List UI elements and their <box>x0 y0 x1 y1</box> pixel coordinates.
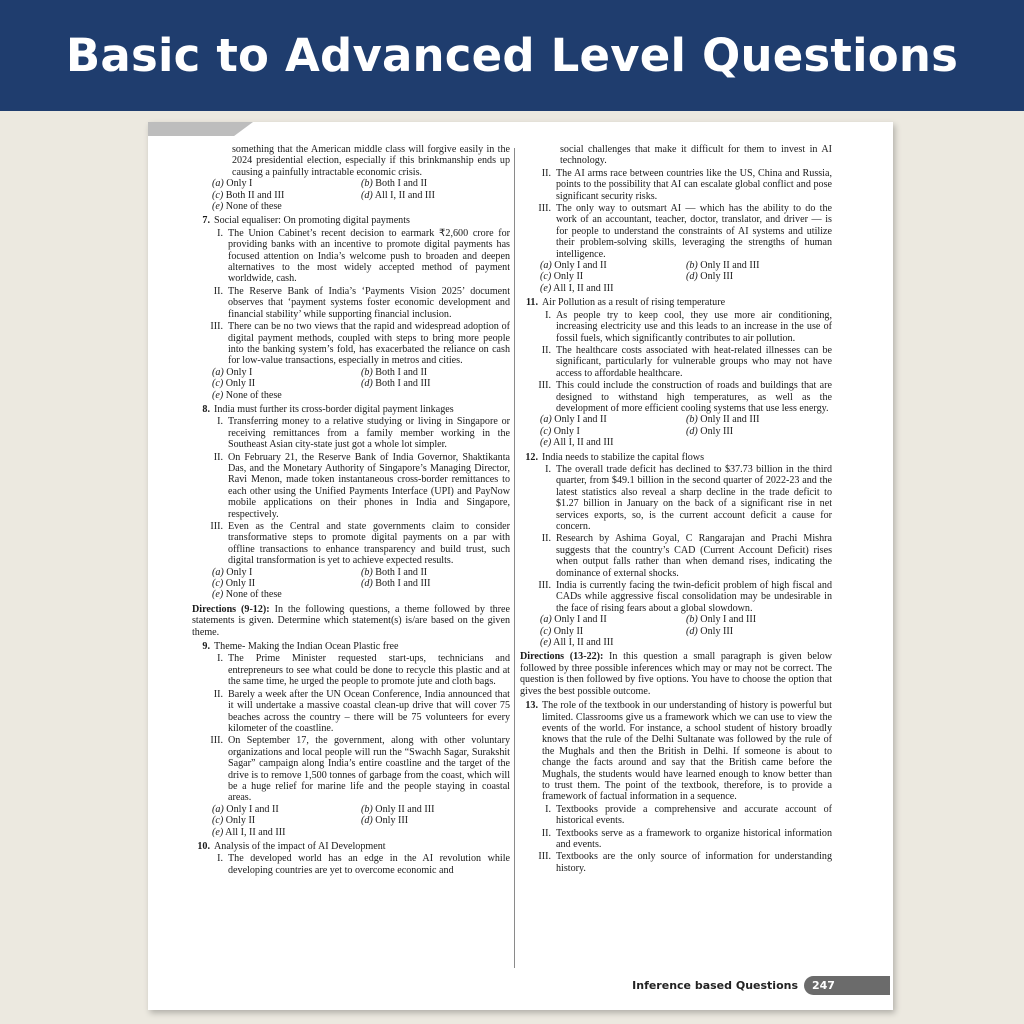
answer-option: (e) All I, II and III <box>540 282 614 294</box>
answer-option: (e) None of these <box>212 589 282 601</box>
directions-text: In this question a small paragraph is given below followed by three possible inferences which may or may not be correct. The question is then followed by five options. You have to choose the option that gives the best possible outcome. <box>520 651 832 697</box>
statement-text: The only way to outsmart AI — which has the ability to do the work of an accountant, teacher, doctor, translator, and driver — is for people to understand the constraints of AI systems and utilize their problem-solving skills, leveraging the strengths of human intelligence. <box>556 203 832 260</box>
statement-text: India is currently facing the twin-deficit problem of high fiscal and CADs while aggressive fiscal consolidation may be undesirable in the face of rising fears about a global slowdown. <box>556 580 832 614</box>
option-key: (b) <box>686 260 698 272</box>
question-number: 12. <box>525 451 538 463</box>
answer-option: (b) Only II and III <box>361 803 435 815</box>
statement <box>192 853 510 876</box>
answer-option: (d) Both I and III <box>361 578 431 590</box>
statement-list <box>520 464 832 614</box>
statement <box>192 653 510 687</box>
statement-text: Textbooks are the only source of information for understanding history. <box>556 851 832 874</box>
answer-option: (c) Only II <box>212 815 256 827</box>
statement <box>192 452 510 520</box>
option-key: (d) <box>361 578 373 590</box>
statement-list <box>520 804 832 874</box>
question-10-continued <box>520 168 832 260</box>
footer-section-title: Inference based Questions <box>632 979 798 992</box>
option-key: (a) <box>540 614 552 626</box>
statement <box>520 851 832 874</box>
directions-text: In the following questions, a theme followed by three statements is given. Determine which statement(s) is/are based on the given theme. <box>192 603 511 638</box>
statement-numeral: II. <box>213 688 223 700</box>
option-key: (c) <box>212 189 224 201</box>
page-number: 247 <box>804 976 890 995</box>
statement-list <box>520 310 832 415</box>
answer-option: (c) Only II <box>540 625 584 637</box>
answer-option: (e) None of these <box>212 389 282 401</box>
statement-numeral: I. <box>217 653 223 665</box>
answer-option: (b) Both I and II <box>361 566 428 578</box>
question-title: Social equaliser: On promoting digital payments <box>214 215 410 227</box>
directions-label: Directions (13-22): <box>520 651 604 663</box>
statement-text: Even as the Central and state governments claim to consider transformative steps to promote digital payments on a par with offline transactions to enhance transparency and build trust, such digital transformation is yet to achieve expected results. <box>228 521 510 567</box>
question-10 <box>192 841 510 876</box>
statement <box>192 521 510 567</box>
answer-option: (d) All I, II and III <box>361 189 436 201</box>
statement-numeral: II. <box>541 533 551 545</box>
question-header <box>192 641 510 652</box>
header-banner <box>0 0 1024 111</box>
statement <box>192 416 510 450</box>
statement-numeral: I. <box>545 463 551 475</box>
option-key: (b) <box>361 803 373 815</box>
statement-text: This could include the construction of roads and buildings that are designed to withstand high temperatures, as well as the development of more efficient cooling systems that use less energy. <box>556 380 832 414</box>
answer-option: (c) Only II <box>212 378 256 390</box>
option-key: (a) <box>540 260 552 272</box>
answer-option: (b) Both I and II <box>361 366 428 378</box>
statement-numeral: III. <box>210 735 223 747</box>
question-title: Air Pollution as a result of rising temperature <box>542 297 726 309</box>
option-key: (b) <box>686 614 698 626</box>
statement-list <box>192 853 510 876</box>
statement <box>520 804 832 827</box>
answer-option: (b) Both I and II <box>361 178 428 190</box>
options-grid <box>192 804 510 838</box>
page-corner-tab <box>148 122 253 136</box>
statement-text: As people try to keep cool, they use more air conditioning, increasing electricity use and this leads to an increase in the use of fossil fuels, which significantly contributes to air pollution. <box>556 309 832 344</box>
option-key: (e) <box>212 389 224 401</box>
statement-numeral: III. <box>538 851 551 863</box>
option-key: (c) <box>212 378 224 390</box>
answer-option: (a) Only I <box>212 366 253 378</box>
statement-numeral: I. <box>217 416 223 428</box>
answer-option: (d) Only III <box>686 425 734 437</box>
right-column <box>520 144 832 874</box>
question-title: Analysis of the impact of AI Development <box>214 840 386 852</box>
question-number: 9. <box>202 641 210 653</box>
directions-9-12 <box>192 604 510 638</box>
question-11 <box>520 297 832 448</box>
statement-text: On February 21, the Reserve Bank of India Governor, Shaktikanta Das, and the Monetary Authority of Singapore’s Managing Director, Ravi Menon, made token instantaneous cross-border remittances to each other using the Unified Payments Interface (UPI) and PayNow mobile applications on their phones in India and Singapore, respectively. <box>228 451 510 520</box>
answer-option: (e) All I, II and III <box>540 437 614 449</box>
page-footer <box>632 976 890 995</box>
option-key: (e) <box>212 201 224 213</box>
statement-numeral: II. <box>213 451 223 463</box>
options-grid <box>192 567 510 601</box>
statement-text: Barely a week after the UN Ocean Conference, India announced that it will undertake a massive coastal clean-up drive that will cover 75 beaches across the country – there will be 75 volunteers for every kilometer of the coastline. <box>228 688 510 734</box>
statement <box>192 286 510 320</box>
question-7 <box>192 215 510 401</box>
answer-option: (b) Only II and III <box>686 414 760 426</box>
question-header <box>520 297 832 308</box>
question-header <box>192 841 510 852</box>
options-grid <box>192 367 510 401</box>
statement <box>520 828 832 851</box>
statement-text: Research by Ashima Goyal, C Rangarajan and Prachi Mishra suggests that the country’s CAD (Current Account Deficit) rises when output falls rather than when demand rises, indicating the dominance of external shocks. <box>556 533 832 579</box>
answer-option: (b) Only II and III <box>686 260 760 272</box>
statement <box>192 689 510 735</box>
option-key: (c) <box>212 578 224 590</box>
option-key: (a) <box>212 566 224 578</box>
option-key: (d) <box>686 271 698 283</box>
answer-option: (c) Both II and III <box>212 189 285 201</box>
carryover-text: social challenges that make it difficult for them to invest in AI technology. <box>560 144 832 167</box>
option-key: (d) <box>361 189 373 201</box>
statement-text: On September 17, the government, along with other voluntary organizations and local people will run the “Swachh Sagar, Surakshit Sagar” campaign along India’s entire coastline and the target of the drive is to remove 1,500 tonnes of garbage from the coast, which will be a huge relief for marine life and the people staying in coastal areas. <box>228 735 510 804</box>
statement-text: Textbooks provide a comprehensive and accurate account of historical events. <box>556 803 832 827</box>
left-column <box>192 144 510 876</box>
statement <box>520 345 832 379</box>
column-divider <box>514 148 515 968</box>
statement-text: The healthcare costs associated with heat-related illnesses can be significant, particularly for vulnerable groups who may not have access to affordable healthcare. <box>556 344 832 379</box>
statement-text: The Prime Minister requested start-ups, technicians and entrepreneurs to see what could be done to recycle this plastic and at the same time, he urged the people to promote jute and cloth bags. <box>228 653 510 688</box>
statement-numeral: II. <box>541 827 551 839</box>
answer-option: (d) Only III <box>686 271 734 283</box>
statement <box>520 380 832 414</box>
answer-option: (a) Only I and II <box>540 414 607 426</box>
question-number: 10. <box>197 840 210 852</box>
statement-list <box>192 653 510 803</box>
directions-label: Directions (9-12): <box>192 603 270 615</box>
statement-numeral: I. <box>217 853 223 865</box>
option-key: (c) <box>540 625 552 637</box>
statement-list <box>192 228 510 367</box>
question-number: 13. <box>525 700 538 712</box>
option-key: (a) <box>212 803 224 815</box>
option-key: (c) <box>540 271 552 283</box>
answer-option: (b) Only I and III <box>686 614 757 626</box>
option-key: (e) <box>540 282 552 294</box>
question-number: 8. <box>202 403 210 415</box>
question-9 <box>192 641 510 838</box>
statement-text: The AI arms race between countries like the US, China and Russia, points to the possibility that AI can escalate global conflict and pose significant security risks. <box>556 167 832 202</box>
answer-option: (e) None of these <box>212 201 282 213</box>
option-key: (e) <box>540 637 552 649</box>
answer-option: (e) All I, II and III <box>212 826 286 838</box>
answer-option: (a) Only I <box>212 178 253 190</box>
option-key: (d) <box>361 815 373 827</box>
option-key: (c) <box>212 815 224 827</box>
option-key: (a) <box>540 414 552 426</box>
statement-text: The overall trade deficit has declined to $37.73 billion in the third quarter, from $49.1 billion in the second quarter of 2022-23 and the latest statistics also reveal a sharp decline in the trade deficit to $1.27 billion in January on the back of a significant rise in net services exports, so, is the current account deficit a cause for concern. <box>556 463 832 532</box>
answer-option: (a) Only I <box>212 566 253 578</box>
option-key: (b) <box>361 566 373 578</box>
question-12 <box>520 452 832 649</box>
statement-text: There can be no two views that the rapid and widespread adoption of digital payment methods, coupled with steps to bring more people into the banking system’s fold, has exacerbated the reliance on cash for low-value transactions, especially in metros and cities. <box>228 321 510 367</box>
question-paragraph: The role of the textbook in our understanding of history is powerful but limited. Classrooms give us a framework which we can use to view the events of the world. For instance, a school student of history broadly knows that the rule of the Delhi Sultanate was followed by the rule of the Mughals and then the British in Delhi. If someone is about to change the facts around and say that the British came before the Mughals, the students would have learned enough to know better than to trust them. The point of the textbook, therefore, is to provide a framework of factual information in a sequence. <box>542 700 832 803</box>
statement-text: The Reserve Bank of India’s ‘Payments Vision 2025’ document observes that ‘payment systems foster economic development and financial stability’ while supporting financial inclusion. <box>228 285 510 320</box>
statement <box>520 203 832 260</box>
answer-option: (c) Only II <box>212 578 256 590</box>
statement-numeral: III. <box>538 580 551 592</box>
question-13 <box>520 700 832 874</box>
answer-option: (d) Only III <box>361 815 409 827</box>
statement <box>520 464 832 532</box>
question-number: 7. <box>202 215 210 227</box>
option-key: (b) <box>361 366 373 378</box>
answer-option: (c) Only II <box>540 271 584 283</box>
option-key: (a) <box>212 366 224 378</box>
question-header <box>192 215 510 226</box>
option-key: (a) <box>212 178 224 190</box>
option-key: (b) <box>686 414 698 426</box>
answer-option: (d) Only III <box>686 625 734 637</box>
option-key: (d) <box>361 378 373 390</box>
statement <box>192 321 510 367</box>
options-grid <box>520 614 832 648</box>
statement <box>520 310 832 344</box>
question-title: India needs to stabilize the capital flows <box>542 451 705 463</box>
statement <box>520 168 832 202</box>
statement <box>520 580 832 614</box>
statement-text: Textbooks serve as a framework to organize historical information and events. <box>556 827 832 850</box>
statement-numeral: III. <box>210 321 223 333</box>
option-key: (d) <box>686 425 698 437</box>
statement-numeral: II. <box>541 344 551 356</box>
statement-numeral: I. <box>545 803 551 815</box>
statement-numeral: I. <box>545 309 551 321</box>
statement-numeral: III. <box>538 203 551 215</box>
statement-text: The developed world has an edge in the AI revolution while developing countries are yet to overcome economic and <box>228 853 510 876</box>
answer-option: (a) Only I and II <box>540 260 607 272</box>
statement <box>520 533 832 579</box>
statement <box>192 228 510 285</box>
option-key: (e) <box>540 437 552 449</box>
answer-option: (d) Both I and III <box>361 378 431 390</box>
banner-title: Basic to Advanced Level Questions <box>65 29 959 82</box>
question-8 <box>192 404 510 601</box>
option-key: (d) <box>686 625 698 637</box>
answer-option: (a) Only I and II <box>212 803 279 815</box>
question-title: India must further its cross-border digital payment linkages <box>214 403 454 415</box>
option-key: (c) <box>540 425 552 437</box>
statement-numeral: III. <box>210 521 223 532</box>
options-grid <box>192 178 510 212</box>
option-key: (b) <box>361 178 373 190</box>
option-key: (e) <box>212 589 224 601</box>
statement-numeral: II. <box>213 285 223 297</box>
statement-numeral: II. <box>541 167 551 179</box>
options-grid <box>520 414 832 448</box>
options-grid <box>520 260 832 294</box>
question-header <box>192 404 510 415</box>
answer-option: (e) All I, II and III <box>540 637 614 649</box>
answer-option: (a) Only I and II <box>540 614 607 626</box>
carryover-text: something that the American middle class will forgive easily in the 2024 presidential election, especially if this brinkmanship ends up causing a painfully intractable economic crisis. <box>232 144 510 178</box>
statement-list <box>192 416 510 566</box>
statement-numeral: I. <box>217 227 223 239</box>
option-key: (e) <box>212 826 224 838</box>
statement-text: The Union Cabinet’s recent decision to earmark ₹2,600 crore for providing banks with an incentive to promote digital payments has focused attention on India’s welcome push to broaden and deepen alternatives to the most widely accepted method of payment worldwide, cash. <box>228 227 510 285</box>
question-title: Theme- Making the Indian Ocean Plastic free <box>214 641 399 653</box>
statement-numeral: III. <box>538 380 551 392</box>
statement <box>192 735 510 803</box>
directions-13-22 <box>520 651 832 697</box>
question-number: 11. <box>525 297 538 309</box>
book-page <box>148 122 893 1010</box>
question-header <box>520 452 832 463</box>
statement-text: Transferring money to a relative studying or living in Singapore or receiving remittances from a family member working in the Southeast Asian city-state just got a whole lot simpler. <box>228 416 510 451</box>
answer-option: (c) Only I <box>540 425 580 437</box>
